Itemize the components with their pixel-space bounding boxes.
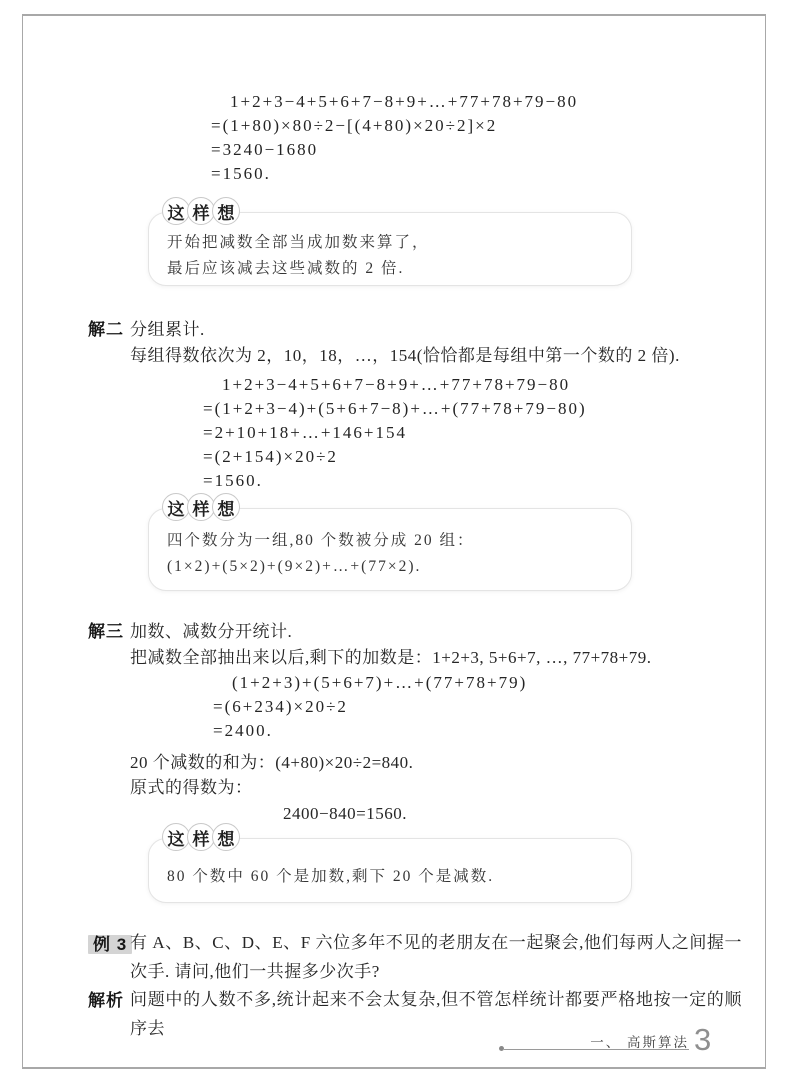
equation-line: =(2+154)×20÷2 xyxy=(203,447,338,466)
think-box-title xyxy=(162,197,237,225)
solution3-result: 2400−840=1560. xyxy=(283,804,407,823)
circled-char-icon: 这 xyxy=(162,823,190,851)
think-box-title xyxy=(162,493,237,521)
circled-char-icon: 想 xyxy=(212,197,240,225)
think-box-1 xyxy=(148,203,632,286)
solution2-label: 解二 xyxy=(88,320,124,339)
solution3-desc: 把减数全部抽出来以后,剩下的加数是：1+2+3, 5+6+7, …, 77+78+79. xyxy=(130,648,652,667)
equation-line: =1560. xyxy=(203,471,263,490)
circled-char-icon: 想 xyxy=(212,823,240,851)
think-box-3 xyxy=(148,829,632,903)
think-text: 80 个数中 60 个是加数,剩下 20 个是减数. xyxy=(167,868,495,885)
solution2-equations xyxy=(203,373,587,493)
equation-line: =(6+234)×20÷2 xyxy=(213,697,348,716)
equation-line: =(1+2+3−4)+(5+6+7−8)+…+(77+78+79−80) xyxy=(203,399,587,418)
equation-line: =1560. xyxy=(211,164,271,183)
equation-line: =2400. xyxy=(213,721,273,740)
example3-question: 有 A、B、C、D、E、F 六位多年不见的老朋友在一起聚会,他们每两人之间握一次手. 请问,他们一共握多少次手? xyxy=(130,933,742,981)
circled-char-icon: 这 xyxy=(162,493,190,521)
circled-char-icon: 样 xyxy=(187,493,215,521)
equation-line: =3240−1680 xyxy=(211,140,319,159)
equation-line: (1+2+3)+(5+6+7)+…+(77+78+79) xyxy=(232,673,528,692)
solution2-title: 分组累计. xyxy=(130,320,205,339)
solution2-desc: 每组得数依次为 2，10，18，…，154(恰恰都是每组中第一个数的 2 倍). xyxy=(130,346,680,365)
circled-char-icon: 样 xyxy=(187,823,215,851)
think-text: 四个数分为一组,80 个数被分成 20 组： xyxy=(167,532,475,549)
circled-char-icon: 想 xyxy=(212,493,240,521)
think-text: (1×2)+(5×2)+(9×2)+…+(77×2). xyxy=(167,558,422,575)
example3-label-text: 例 3 xyxy=(88,935,132,954)
solution3-title: 加数、减数分开统计. xyxy=(130,622,293,641)
equation-line: =2+10+18+…+146+154 xyxy=(203,423,408,442)
footer-page-number: 3 xyxy=(694,1022,712,1057)
think-box-2 xyxy=(148,499,632,591)
solution3-note1: 20 个减数的和为：(4+80)×20÷2=840. xyxy=(130,753,414,772)
solution3-label: 解三 xyxy=(88,622,124,641)
equation-line: 1+2+3−4+5+6+7−8+9+…+77+78+79−80 xyxy=(222,375,571,394)
circled-char-icon: 样 xyxy=(187,197,215,225)
circled-char-icon: 这 xyxy=(162,197,190,225)
solution3-note2: 原式的得数为： xyxy=(130,778,253,797)
solution1-equations xyxy=(211,90,578,186)
think-text: 最后应该减去这些减数的 2 倍. xyxy=(167,260,405,277)
footer-chapter-title: 一、 高斯算法 xyxy=(590,1035,689,1050)
example3-label xyxy=(88,930,132,955)
think-box-title xyxy=(162,823,237,851)
think-text: 开始把减数全部当成加数来算了， xyxy=(167,234,430,251)
analysis-label: 解析 xyxy=(88,991,124,1010)
analysis-text: 问题中的人数不多,统计起来不会太复杂,但不管怎样统计都要严格地按一定的顺序去 xyxy=(130,990,742,1038)
equation-line: =(1+80)×80÷2−[(4+80)×20÷2]×2 xyxy=(211,116,498,135)
equation-line: 1+2+3−4+5+6+7−8+9+…+77+78+79−80 xyxy=(230,92,579,111)
solution3-equations xyxy=(213,671,527,743)
